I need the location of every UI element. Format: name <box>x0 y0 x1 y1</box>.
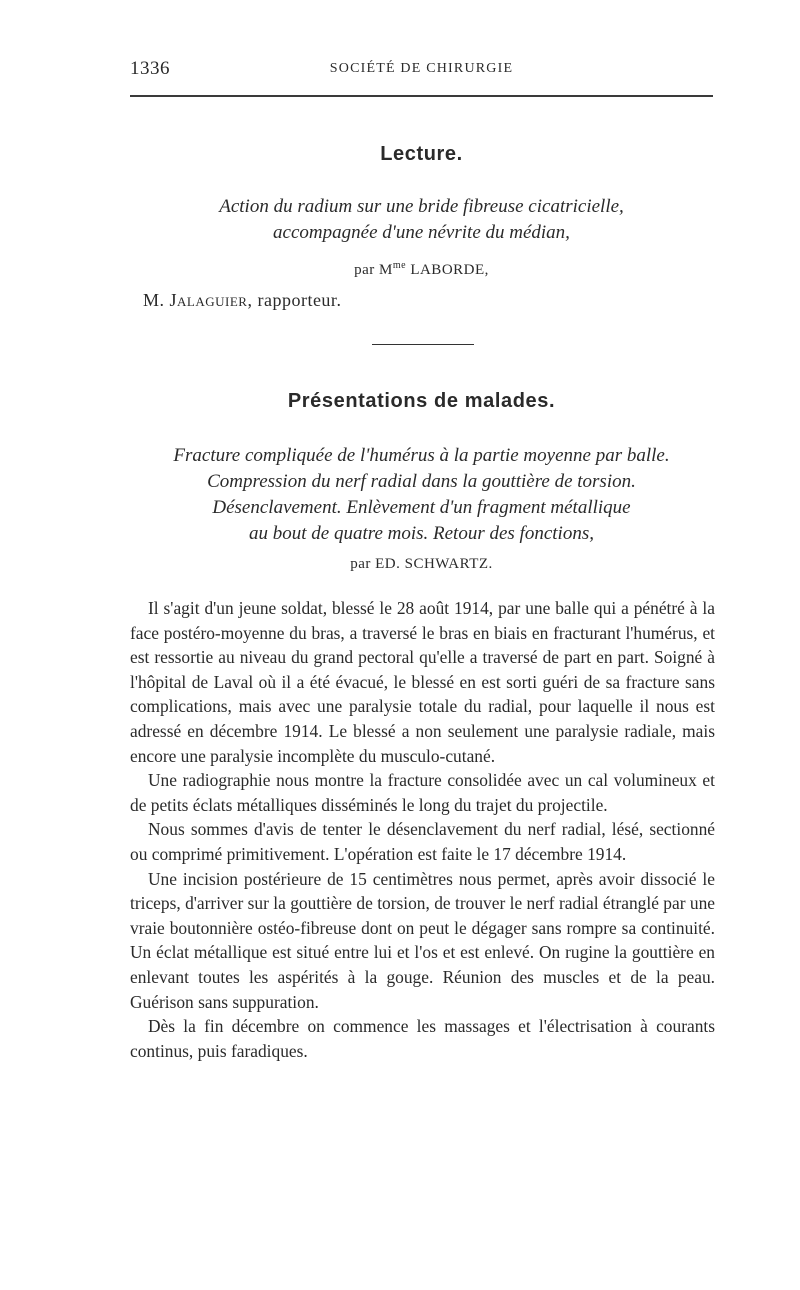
presentations-title-line: Fracture compliquée de l'humérus à la partie moyenne par balle. <box>173 445 670 466</box>
lecture-author-title: me <box>392 260 407 271</box>
lecture-title-line: Action du radium sur une bride fibreuse cicatricielle, <box>219 196 624 217</box>
lecture-author <box>130 260 713 279</box>
header-rule <box>130 95 713 97</box>
running-head: SOCIÉTÉ DE CHIRURGIE <box>329 61 514 76</box>
presentations-title-line: Compression du nerf radial dans la gouttière de torsion. <box>207 471 636 492</box>
presentations-title-line: Désenclavement. Enlèvement d'un fragment métallique <box>212 497 631 518</box>
body-text <box>130 596 715 1063</box>
presentations-title <box>130 443 713 547</box>
lecture-title <box>130 194 713 246</box>
body-paragraph: Nous sommes d'avis de tenter le désenclavement du nerf radial, lésé, sectionné ou comprimé primitivement. L'opération est faite le 17 décembre 1914. <box>130 819 715 864</box>
body-paragraph: Une incision postérieure de 15 centimètres nous permet, après avoir dissocié le triceps, d'arriver sur la gouttière de torsion, de trouver le nerf radial étranglé par une vraie boutonnière ostéo-fibreuse dont on peut le dégager sans rompre sa continuité. Un éclat métallique est situé entre lui et l'os et est enlevé. On rugine la gouttière en enlevant toutes les aspérités à la gouge. Réunion des muscles et de la peau. Guérison sans suppuration. <box>130 868 715 1012</box>
lecture-author-name: LABORDE, <box>406 262 489 278</box>
presentations-author: par ED. SCHWARTZ. <box>350 556 493 572</box>
lecture-title-line: accompagnée d'une névrite du médian, <box>273 222 570 243</box>
body-paragraph: Une radiographie nous montre la fracture consolidée avec un cal volumineux et de petits éclats métalliques disséminés le long du trajet du projectile. <box>130 770 715 815</box>
lecture-author-prefix: par M <box>354 262 393 278</box>
rapporteur-suffix: , rapporteur. <box>247 290 342 310</box>
body-paragraph: Dès la fin décembre on commence les massages et l'électrisation à courants continus, puis faradiques. <box>130 1016 715 1061</box>
rapporteur-line <box>143 290 341 311</box>
page-header <box>130 58 713 88</box>
section-separator <box>372 344 474 345</box>
body-paragraph: Il s'agit d'un jeune soldat, blessé le 28 août 1914, par une balle qui a pénétré à la face postéro-moyenne du bras, a traversé le bras en biais en fracturant l'humérus, et est ressortie au niveau du grand pectoral qu'elle a traversé de part en part. Soigné à l'hôpital de Laval où il a été évacué, le blessé en est sorti guéri de sa fracture sans complications, mais avec une paralysie totale du radial, pour laquelle il nous est adressé en décembre 1914. Le blessé a non seulement une paralysie radiale, mais encore une paralysie incomplète du musculo-cutané. <box>130 598 715 766</box>
presentations-title-line: au bout de quatre mois. Retour des fonctions, <box>249 523 594 544</box>
rapporteur-name: Jalaguier <box>169 290 248 310</box>
presentations-heading: Présentations de malades. <box>287 390 556 412</box>
page-number: 1336 <box>130 58 170 79</box>
lecture-heading: Lecture. <box>380 143 463 165</box>
rapporteur-prefix: M. <box>143 290 170 310</box>
